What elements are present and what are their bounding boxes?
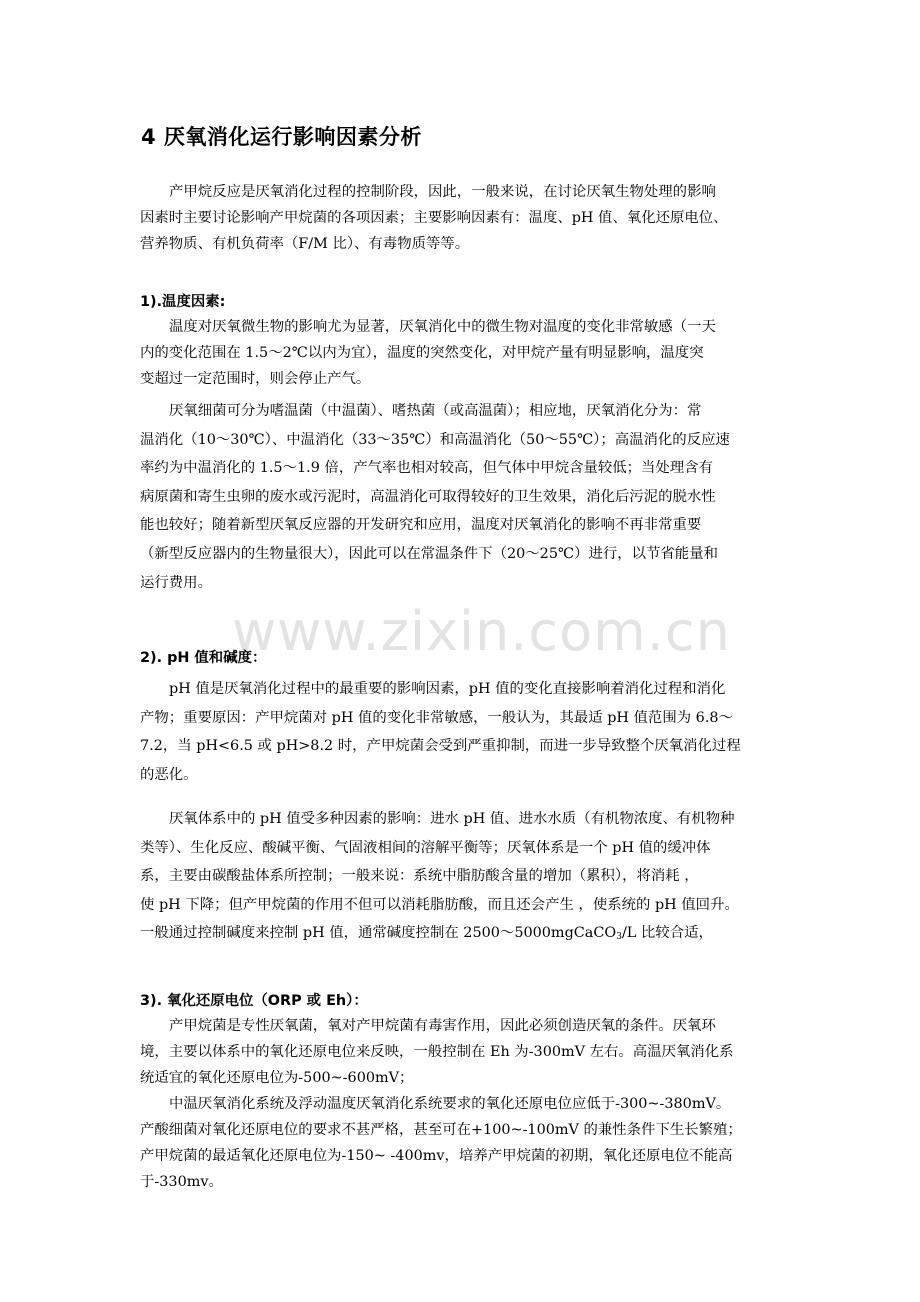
text-line: 因素时主要讨论影响产甲烷菌的各项因素；主要影响因素有：温度、pH 值、氧化还原电位、 <box>140 210 728 226</box>
text-line: 境，主要以体系中的氧化还原电位来反映，一般控制在 Eh 为-300mV 左右。高温厌氧消化系 <box>140 1044 734 1060</box>
text-line: 产甲烷反应是厌氧消化过程的控制阶段，因此，一般来说，在讨论厌氧生物处理的影响 <box>169 184 716 200</box>
page-title: 4 厌氧消化运行影响因素分析 <box>141 125 422 149</box>
intro-paragraph <box>140 179 785 257</box>
temperature-paragraph-1 <box>140 314 785 392</box>
text-line: 厌氧体系中的 pH 值受多种因素的影响：进水 pH 值、进水水质（有机物浓度、有机物种 <box>169 811 735 827</box>
text-line: 内的变化范围在 1.5～2℃以内为宜），温度的突然变化，对甲烷产量有明显影响，温度突 <box>140 345 704 361</box>
text-line: 变超过一定范围时，则会停止产气。 <box>140 371 371 387</box>
text-line: 厌氧细菌可分为嗜温菌（中温菌）、嗜热菌（或高温菌）；相应地，厌氧消化分为：常 <box>169 403 702 419</box>
text-line: 产甲烷菌是专性厌氧菌，氧对产甲烷菌有毒害作用，因此必须创造厌氧的条件。厌氧环 <box>169 1018 716 1034</box>
ph-paragraph-1 <box>140 675 785 789</box>
alkalinity-text-end: /L 比较合适， <box>621 925 713 942</box>
text-line: 能也较好；随着新型厌氧反应器的开发研究和应用，温度对厌氧消化的影响不再非常重要 <box>140 517 702 534</box>
ph-paragraph-2 <box>140 805 785 948</box>
text-line: 类等）、生化反应、酸碱平衡、气固液相间的溶解平衡等；厌氧体系是一个 pH 值的缓冲体 <box>140 839 711 856</box>
text-line: pH 值是厌氧消化过程中的最重要的影响因素，pH 值的变化直接影响着消化过程和消化 <box>169 681 726 697</box>
text-line: 统适宜的氧化还原电位为-500~-600mV； <box>140 1070 414 1086</box>
text-line-alkalinity <box>140 919 785 948</box>
text-line: 温消化（10～30℃）、中温消化（33～35℃）和高温消化（50～55℃）；高温消化的反应速 <box>140 431 730 448</box>
text-line: 中温厌氧消化系统及浮动温度厌氧消化系统要求的氧化还原电位应低于-300~-380mV。 <box>169 1096 731 1112</box>
section-heading-temperature: 1).温度因素: <box>140 294 226 310</box>
text-line: 率约为中温消化的 1.5～1.9 倍，产气率也相对较高，但气体中甲烷含量较低；当处理含有 <box>140 460 713 477</box>
text-line: 产酸细菌对氧化还原电位的要求不甚严格，甚至可在+100~-100mV 的兼性条件下生长繁殖； <box>140 1122 742 1138</box>
watermark: www.zixin.com.cn <box>232 600 731 663</box>
text-line: 营养物质、有机负荷率（F/M 比）、有毒物质等等。 <box>140 236 470 252</box>
text-line: 产物；重要原因：产甲烷菌对 pH 值的变化非常敏感，一般认为，其最适 pH 值范围为 6.8～ <box>140 709 733 726</box>
section-heading-orp: 3). 氧化还原电位（ORP 或 Eh）： <box>140 993 368 1009</box>
alkalinity-text: 一般通过控制碱度来控制 pH 值，通常碱度控制在 2500～5000mgCaCO <box>140 925 617 942</box>
text-line: 病原菌和寄生虫卵的废水或污泥时，高温消化可取得较好的卫生效果，消化后污泥的脱水性 <box>140 488 716 505</box>
text-line: （新型反应器内的生物量很大），因此可以在常温条件下（20～25℃）进行，以节省能量和 <box>140 545 718 562</box>
text-line: 运行费用。 <box>140 574 212 591</box>
text-line: 于-330mv。 <box>140 1174 223 1190</box>
text-line: 7.2，当 pH<6.5 或 pH>8.2 时，产甲烷菌会受到严重抑制，而进一步导致整个厌氧消化过程 <box>140 738 741 755</box>
text-line: 使 pH 下降；但产甲烷菌的作用不但可以消耗脂肪酸，而且还会产生 ，使系统的 pH 值回升。 <box>140 896 739 913</box>
text-line: 的恶化。 <box>140 766 198 783</box>
orp-paragraph-2 <box>140 1091 785 1195</box>
text-line: 系，主要由碳酸盐体系所控制；一般来说：系统中脂肪酸含量的增加（累积），将消耗 ， <box>140 868 699 885</box>
subscript-3: 3 <box>616 932 622 943</box>
orp-paragraph-1 <box>140 1013 785 1091</box>
text-line: 产甲烷菌的最适氧化还原电位为-150~ -400mv，培养产甲烷菌的初期，氧化还原电位不能高 <box>140 1148 733 1164</box>
temperature-paragraph-2 <box>140 397 785 597</box>
section-heading-ph: 2). pH 值和碱度： <box>140 650 267 666</box>
text-line: 温度对厌氧微生物的影响尤为显著，厌氧消化中的微生物对温度的变化非常敏感（一天 <box>169 319 716 335</box>
